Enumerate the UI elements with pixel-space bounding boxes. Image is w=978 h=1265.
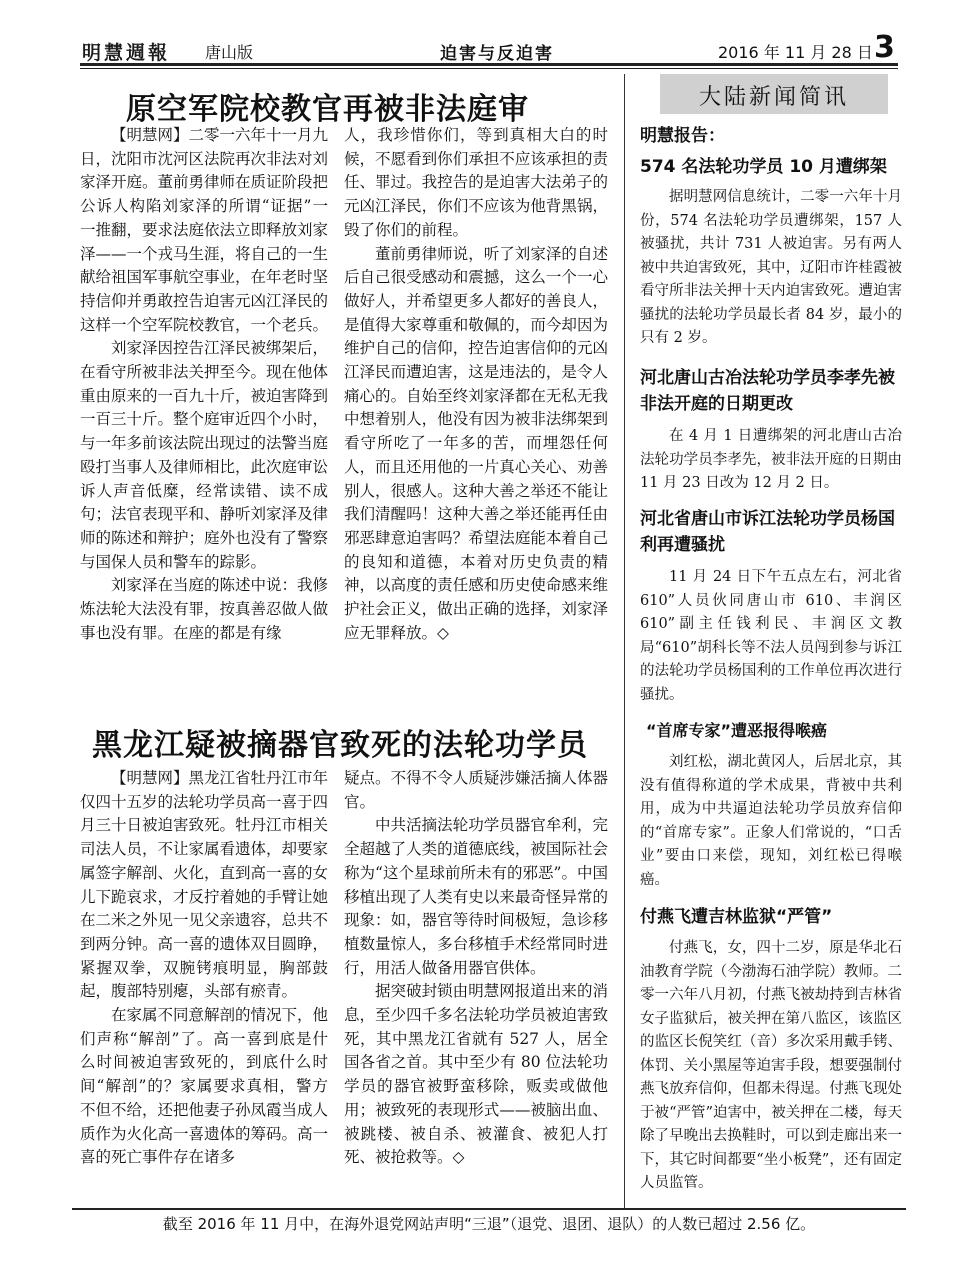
news-item-title: 河北唐山古冶法轮功学员李孝先被非法开庭的日期更改: [640, 368, 895, 414]
edition-label: 唐山版: [205, 43, 254, 62]
news-item-body: [640, 937, 902, 1196]
news-item-text: 付燕飞，女，四十二岁，原是华北石油教育学院（今渤海石油学院）教师。二零一六年八月初，付燕飞被劫持到吉林省女子监狱后，被关押在第八监区，该监区的监区长倪笑红（音）多次采用戴手铐、体罚、关小黑屋等迫害手段，想要强制付燕飞放弃信仰，但都未得逞。付燕飞现处于被“严管”迫害中，被关押在二楼，每天除了早晚出去换鞋时，可以到走廊出来一下，其它时间都要“坐小板凳”，还有固定人员监管。: [640, 940, 902, 1191]
footer-notice: 截至 2016 年 11 月中，在海外退党网站声明“三退”（退党、退团、退队）的人数已超过 2.56 亿。: [162, 1215, 816, 1233]
article1-paragraph: 【明慧网】二零一六年十一月九日，沈阳市沈河区法院再次非法对刘家泽开庭。董前勇律师在质证阶段把公诉人构陷刘家泽的所谓“证据”一一推翻，要求法庭依法立即释放刘家泽——一个戎马生涯，将自己的一生献给祖国军事航空事业，在年老时坚持信仰并勇敢控告迫害元凶江泽民的这样一个空军院校教官，一个老兵。: [80, 126, 329, 334]
section-title: 迫害与反迫害: [440, 44, 554, 64]
sidebar-banner-title: 大陆新闻简讯: [698, 85, 849, 110]
news-item-body: [640, 751, 902, 892]
news-item-title: 付燕飞遭吉林监狱“严管”: [640, 907, 833, 927]
news-item-body: [640, 425, 902, 496]
article1-paragraph: 人，我珍惜你们，等到真相大白的时候，不愿看到你们承担不应该承担的责任、罪过。我控告的是迫害大法弟子的元凶江泽民，你们不应该为他背黑锅，毁了你们的前程。: [344, 126, 608, 239]
article2-column-2: [344, 767, 608, 1170]
news-item-title: 574 名法轮功学员 10 月遭绑架: [640, 157, 887, 177]
column-divider: [624, 74, 625, 1209]
article2-paragraph: 【明慧网】黑龙江省牡丹江市年仅四十五岁的法轮功学员高一喜于四月三十日被迫害致死。牡丹江市相关司法人员，不让家属看遗体，却要家属签字解剖、火化，直到高一喜的女儿下跪哀求，才反拧着她的手臂让她在二米之外见一见父亲遗容，总共不到两分钟。高一喜的遗体双目圆睁，紧握双拳，双腕铐痕明显，胸部鼓起，腹部特别瘪，头部有瘀青。: [80, 769, 329, 1001]
article2-paragraph: 据突破封锁由明慧网报道出来的消息，至少四千多名法轮功学员被迫害致死，其中黑龙江省就有 527 人，居全国各省之首。其中至少有 80 位法轮功学员的器官被野蛮移除，贩卖或做他用；被致死的表现形式——被脑出血、被跳楼、被自杀、被灌食、被犯人打死、被抢救等。◇: [344, 982, 608, 1167]
header-rule: [80, 63, 898, 66]
news-item-text: 刘红松，湖北黄冈人，后居北京，其没有值得称道的学术成果，背被中共利用，成为中共逼迫法轮功学员放弃信仰的“首席专家”。正象人们常说的，“口舌业”要由口来偿，现知，刘红松已得喉癌。: [640, 754, 902, 888]
news-item-body: [640, 186, 902, 351]
masthead-brand: 明慧週報: [82, 42, 171, 64]
news-item-text: 据明慧网信息统计，二零一六年十月份，574 名法轮功学员遭绑架，157 人被骚扰，共计 731 人被迫害。另有两人被中共迫害致死，其中，辽阳市许桂霞被看守所非法关押十天内迫害致死。遭迫害骚扰的法轮功学员最长者 84 岁，最小的只有 2 岁。: [640, 189, 902, 346]
page-number: 3: [874, 30, 895, 65]
header-rule-thin: [80, 68, 898, 69]
article2-paragraph: 疑点。不得不令人质疑涉嫌活摘人体器官。: [344, 769, 608, 811]
article2-paragraph: 中共活摘法轮功学员器官牟利，完全超越了人类的道德底线，被国际社会称为“这个星球前所未有的邪恶”。中国移植出现了人类有史以来最奇怪异常的现象：如，器官等待时间极短，急诊移植数量惊人，多台移植手术经常同时进行，用活人做备用器官供体。: [344, 816, 608, 977]
article2-column-1: [80, 767, 328, 1170]
news-item-text: 在 4 月 1 日遭绑架的河北唐山古冶法轮功学员李孝先，被非法开庭的日期由 11 月 23 日改为 12 月 2 日。: [640, 428, 902, 491]
news-item-title: “首席专家”遭恶报得喉癌: [646, 721, 828, 740]
article1-column-2: [344, 124, 608, 645]
issue-date: 2016 年 11 月 28 日: [718, 43, 873, 62]
article1-paragraph: 刘家泽在当庭的陈述中说：我修炼法轮大法没有罪，按真善忍做人做事也没有罪。在座的都是有缘: [80, 576, 329, 642]
article1-headline: 原空军院校教官再被非法庭审: [126, 92, 529, 127]
news-item-body: [640, 566, 902, 707]
article1-paragraph: 董前勇律师说，听了刘家泽的自述后自己很受感动和震撼，这么一个一心做好人，并希望更多人都好的善良人，是值得大家尊重和敬佩的，而今却因为维护自己的信仰，控告迫害信仰的元凶江泽民而遭迫害，这是违法的，是令人痛心的。自始至终刘家泽都在无私无我中想着别人，他没有因为被非法绑架到看守所吃了一年多的苦，而埋怨任何人，而且还用他的一片真心关心、劝善别人，很感人。这种大善之举还不能让我们清醒吗！这种大善之举还能再任由邪恶肆意迫害吗？希望法庭能本着自己的良知和道德，本着对历史负责的精神，以高度的责任感和历史使命感来维护社会正义，做出正确的选择，刘家泽应无罪释放。◇: [344, 244, 608, 642]
article2-headline: 黑龙江疑被摘器官致死的法轮功学员: [92, 728, 588, 763]
news-item-title: 河北省唐山市诉江法轮功学员杨国利再遭骚扰: [640, 509, 895, 555]
news-item-text: 11 月 24 日下午五点左右，河北省 610”人员伙同唐山市 610、丰润区 610”副主任钱利民、丰润区文教局“610”胡科长等不法人员闯到参与诉江的法轮功学员杨国利的工作单位再次进行骚扰。: [640, 569, 902, 703]
sidebar-subheading: 明慧报告：: [640, 126, 725, 146]
footer-rule: [72, 1208, 906, 1210]
article1-paragraph: 刘家泽因控告江泽民被绑架后，在看守所被非法关押至今。现在他体重由原来的一百九十斤，被迫害降到一百三十斤。整个庭审近四个小时，与一年多前该法院出现过的法警当庭殴打当事人及律师相比，此次庭审讼诉人声音低糜，经常读错、读不成句；法官表现平和、静听刘家泽及律师的陈述和辩护；庭外也没有了警察与国保人员和警车的踪影。: [80, 339, 329, 571]
article1-column-1: [80, 124, 328, 645]
article2-paragraph: 在家属不同意解剖的情况下，他们声称“解剖”了。高一喜到底是什么时间被迫害致死的，到底什么时间“解剖”的？家属要求真相，警方不但不给，还把他妻子孙凤霞当成人质作为火化高一喜遗体的筹码。高一喜的死亡事件存在诸多: [80, 1006, 329, 1167]
